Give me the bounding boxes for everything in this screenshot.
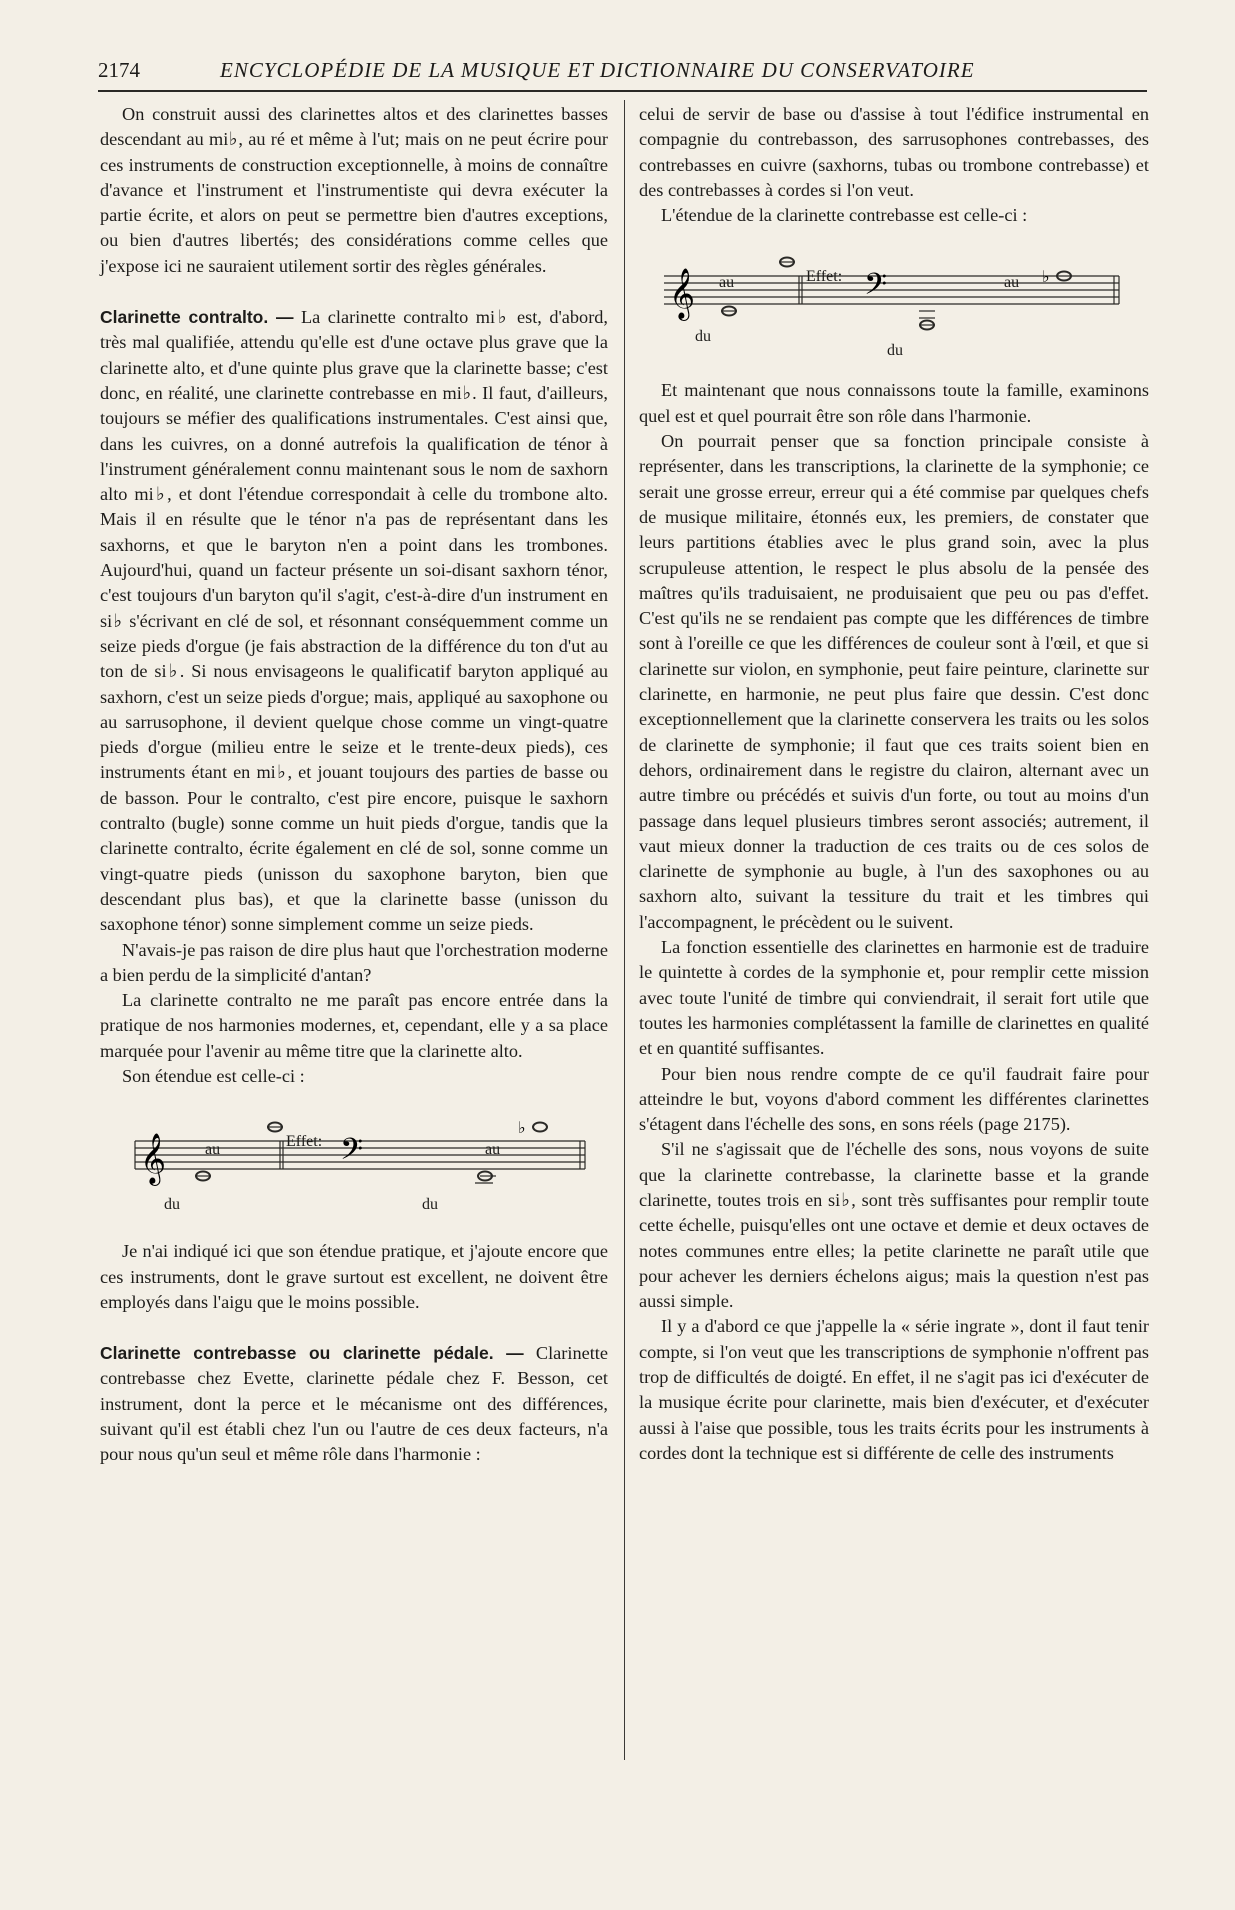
paragraph: Pour bien nous rendre compte de ce qu'il faudrait faire pour atteindre le but, voyons d'abord comment les différentes clarinettes s'étagent dans l'échelle des sons, en sons réels (page 2175). [639,1063,1149,1135]
range-label-du: du [422,1196,438,1214]
column-divider [624,100,625,1760]
contralto-section [100,305,608,937]
contrebasse-section [100,1341,608,1467]
music-example-contrebasse [639,236,1149,358]
whole-note [533,1123,547,1132]
paragraph: Et maintenant que nous connaissons toute la famille, examinons quel est et quel pourrait être son rôle dans l'harmonie. [639,380,1149,426]
treble-clef-icon: 𝄞 [669,268,696,320]
range-label-au: au [719,274,735,292]
flat-sign-icon: ♭ [1042,267,1050,287]
right-column [639,102,1149,1466]
range-label-au: au [485,1141,501,1159]
paragraph: celui de servir de base ou d'assise à tout l'édifice instrumental en compagnie du contrebasson, des sarrusophones contrebasses, des contrebasses en cuivre (saxhorns, tubas ou trombone contrebasse) et des contrebasses à cordes si l'on veut. [639,104,1149,200]
section-heading: Clarinette contrebasse ou clarinette pédale. — [100,1343,524,1364]
paragraph: Clarinette contrebasse chez Evette, clarinette pédale chez F. Besson, cet instrument, dont la perce et le mécanisme ont des différences, suivant qu'il est établi chez l'un ou l'autre de ces deux facteurs, n'a pour nous qu'un seul et même rôle dans l'harmonie : [100,1343,608,1465]
running-title: ENCYCLOPÉDIE DE LA MUSIQUE ET DICTIONNAIRE DU CONSERVATOIRE [220,58,975,82]
bass-clef-icon: 𝄢 [340,1133,364,1175]
range-label-du: du [164,1196,180,1214]
range-label-du: du [695,328,711,346]
left-column [100,102,608,1468]
range-label-au: au [1004,274,1020,292]
paragraph: La clarinette contralto ne me paraît pas encore entrée dans la pratique de nos harmonies modernes, et, cependant, elle y a sa place marquée pour l'avenir au même titre que la clarinette alto. [100,990,608,1061]
paragraph: Il y a d'abord ce que j'appelle la « série ingrate », dont il faut tenir compte, si l'on veut que les transcriptions de symphonie n'offrent pas trop de difficultés de doigté. En effet, il ne s'agit pas ici d'exécuter de la musique écrite pour clarinette, mais bien d'exécuter, et d'exécuter aussi à l'aise que possible, tous les traits écrits pour les instruments à cordes dont la technique est si différente de celle des instruments [639,1316,1149,1463]
section-heading: Clarinette contralto. — [100,307,294,328]
flat-sign-icon: ♭ [518,1118,526,1138]
paragraph: Je n'ai indiqué ici que son étendue pratique, et j'ajoute encore que ces instruments, dont le grave surtout est excellent, ne doivent être employés dans l'aigu que le moins possible. [100,1241,608,1312]
page-header [98,58,1028,88]
paragraph: On construit aussi des clarinettes altos et des clarinettes basses descendant au mi♭, au ré et même à l'ut; mais on ne peut écrire pour ces instruments de construction exceptionnelle, à moins de connaître d'avance et l'instrument et l'instrumentiste qui devra exécuter la partie écrite, et alors on peut se permettre bien d'autres exceptions, ou bien d'autres libertés; des considérations comme celles que j'expose ici ne sauraient utilement sortir des règles générales. [100,104,608,276]
staff-notation [639,236,1129,358]
effet-label: Effet: [806,268,843,286]
paragraph: N'avais-je pas raison de dire plus haut que l'orchestration moderne a bien perdu de la simplicité d'antan? [100,939,608,985]
paragraph: L'étendue de la clarinette contrebasse est celle-ci : [661,205,1028,226]
paragraph: Son étendue est celle-ci : [122,1065,305,1086]
range-label-du: du [887,342,903,360]
range-label-au: au [205,1141,221,1159]
header-rule [98,90,1147,92]
paragraph: S'il ne s'agissait que de l'échelle des sons, nous voyons de suite que la clarinette contrebasse, la clarinette basse et la grande clarinette, toutes trois en si♭, sont très suffisantes pour remplir toute cette échelle, puisqu'elles ont une octave et demie et deux octaves de notes communes entre elles; la petite clarinette ne paraît utile que pour achever les derniers échelons aigus; mais la question n'est pas aussi simple. [639,1139,1149,1312]
treble-clef-icon: 𝄞 [140,1133,167,1185]
paragraph: La clarinette contralto mi♭ est, d'abord, très mal qualifiée, attendu qu'elle est d'une octave plus grave que la clarinette alto, et d'une quinte plus grave que la clarinette basse; c'est donc, en réalité, une clarinette contrebasse en mi♭. Il faut, d'ailleurs, toujours se méfier des qualifications instrumentales. C'est ainsi que, dans les cuivres, on a donné autrefois la qualification de ténor à l'instrument généralement connu maintenant sous le nom de saxhorn alto mi♭, et dont l'étendue correspondait à celle du trombone alto. Mais il en résulte que le ténor n'a pas de représentant dans les saxhorns, et que le baryton n'en a point dans les trombones. Aujourd'hui, quand un facteur présente un soi-disant saxhorn ténor, c'est toujours d'un baryton qu'il s'agit, c'est-à-dire d'un instrument en si♭ s'écrivant en clé de sol, et résonnant conséquemment comme un seize pieds d'orgue (je fais abstraction de la différence du ton d'ut au ton de si♭. Si nous envisageons le qualificatif baryton appliqué au saxhorn, c'est un seize pieds d'orgue; mais, appliqué au saxophone ou au sarrusophone, il devient quelque chose comme un vingt-quatre pieds d'orgue (milieu entre le seize et le trente-deux pieds), ces instruments étant en mi♭, et jouant toujours des parties de basse ou de basson. Pour le contralto, c'est pire encore, puisque le saxhorn contralto (bugle) sonne comme un huit pieds d'orgue, tandis que la clarinette contralto, écrite également en clé de sol, sonne comme un vingt-quatre pieds (unisson du saxophone baryton, bien que descendant plus bas), et que la clarinette basse (unisson du saxophone ténor) sonne simplement comme un seize pieds. [100,307,608,935]
effet-label: Effet: [286,1133,323,1151]
music-example-contralto [100,1097,608,1219]
paragraph: La fonction essentielle des clarinettes en harmonie est de traduire le quintette à cordes de la symphonie et, pour remplir cette mission avec toute l'unité de timbre qui conviendrait, il serait fort utile que toutes les harmonies complétassent la famille de clarinettes en qualité et en quantité suffisantes. [639,937,1149,1059]
paragraph: On pourrait penser que sa fonction principale consiste à représenter, dans les transcriptions, la clarinette de la symphonie; ce serait une grosse erreur, erreur qui a été commise par quelques chefs de musique militaire, étonnés eux, les premiers, de constater que leurs partitions établies avec le plus grand soin, avec la plus scrupuleuse attention, le respect le plus absolu de la pensée des maîtres qu'ils traduisaient, ne produisaient que peu ou pas d'effet. C'est qu'ils ne se rendaient pas compte que les différences de timbre sont à l'oreille ce que les différences de couleur sont à l'œil, et que si clarinette sur violon, en symphonie, peut faire peinture, clarinette sur clarinette, en harmonie, ne peut plus faire que dessin. C'est donc exceptionnellement que la clarinette conservera les traits ou les solos de clarinette de symphonie; il faut que ces traits soient bien en dehors, ordinairement dans le registre du clairon, alternant avec un autre timbre ou précédés et suivis d'un forte, ou tout au moins d'un passage dans lequel plusieurs timbres seront associés; autrement, il vaut mieux donner la traduction de ces traits ou de ces solos de clarinette de symphonie au bugle, à l'un des saxophones ou au saxhorn alto, suivant la tessiture du trait et les timbres qui l'accompagnent, le précèdent ou le suivent. [639,431,1149,932]
bass-clef-icon: 𝄢 [864,268,888,310]
page-number: 2174 [98,58,140,82]
